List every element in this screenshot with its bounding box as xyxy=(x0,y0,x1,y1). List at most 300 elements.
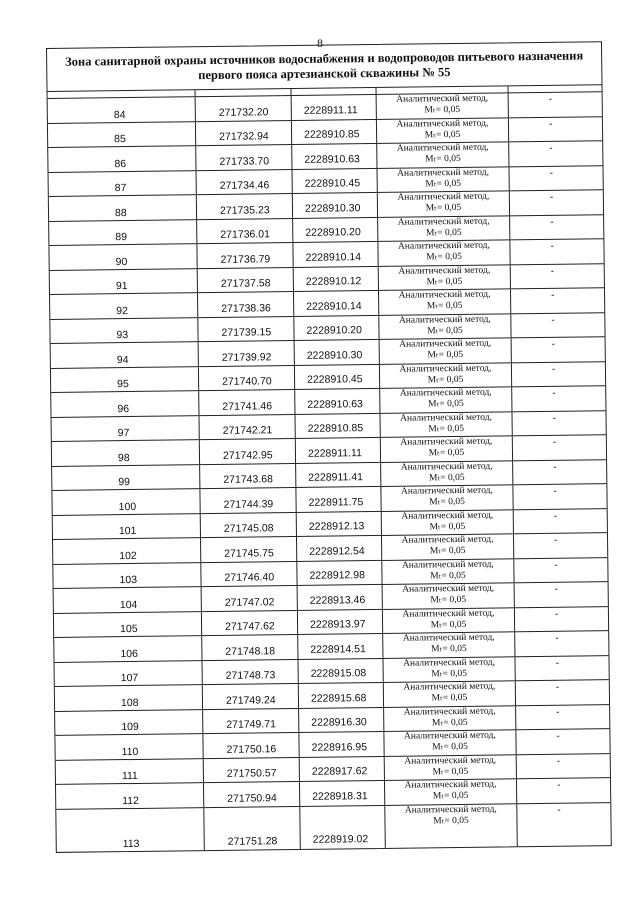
description-cell xyxy=(511,288,604,313)
method-text xyxy=(384,706,515,730)
point-number: 89 xyxy=(115,231,128,244)
method-accuracy: Mₜ= 0,05 xyxy=(427,349,464,361)
method-text xyxy=(381,436,512,460)
description-cell xyxy=(513,435,606,460)
x-coordinate-cell xyxy=(199,341,295,366)
point-number: 103 xyxy=(119,573,138,587)
method-text xyxy=(379,314,510,338)
y-coordinate-cell xyxy=(300,756,385,781)
method-text xyxy=(377,167,508,191)
y-coordinate-cell xyxy=(297,536,382,561)
description-dash: - xyxy=(552,412,556,424)
x-coordinate: 271740.70 xyxy=(222,375,272,388)
description-dash: - xyxy=(554,608,559,620)
method-text xyxy=(382,559,513,583)
point-number-cell xyxy=(49,244,197,269)
method-name: Аналитический метод, xyxy=(396,142,489,154)
y-coordinate-cell xyxy=(300,805,386,848)
description-dash: - xyxy=(551,314,555,326)
x-coordinate-cell xyxy=(201,561,297,586)
method-text xyxy=(384,681,515,705)
method-name: Аналитический метод, xyxy=(403,681,496,693)
point-number: 112 xyxy=(122,794,140,807)
y-coordinate-cell xyxy=(293,168,378,193)
method-accuracy: Mₜ= 0,05 xyxy=(424,104,461,116)
title-line-2: первого пояса артезианской скважины № 55 xyxy=(198,65,451,83)
point-number: 101 xyxy=(118,524,137,538)
y-coordinate-cell xyxy=(298,634,383,659)
method-cell xyxy=(383,583,515,608)
point-number-cell xyxy=(52,416,200,441)
x-coordinate-cell xyxy=(201,512,297,537)
point-number: 92 xyxy=(116,304,128,317)
x-coordinate: 271743.68 xyxy=(223,473,273,486)
method-text xyxy=(380,412,511,436)
method-accuracy: Mₜ= 0,05 xyxy=(430,619,467,630)
point-number: 109 xyxy=(121,720,139,734)
description-dash: - xyxy=(552,436,557,448)
point-number-cell xyxy=(52,465,200,490)
method-accuracy: Mₜ= 0,05 xyxy=(428,447,465,459)
y-coordinate: 2228911.41 xyxy=(308,471,364,484)
y-coordinate: 2228914.51 xyxy=(310,642,366,656)
x-coordinate-cell xyxy=(200,463,296,488)
y-coordinate: 2228910.63 xyxy=(307,397,363,411)
method-cell xyxy=(379,314,511,339)
description-dash: - xyxy=(555,681,560,693)
point-number-cell xyxy=(55,661,203,686)
method-accuracy: Mₜ= 0,05 xyxy=(430,570,466,581)
method-name: Аналитический метод, xyxy=(398,289,491,301)
point-number: 105 xyxy=(120,622,138,636)
y-coordinate-cell xyxy=(298,609,383,634)
y-coordinate: 2228913.46 xyxy=(309,593,366,607)
method-accuracy: Mₜ= 0,05 xyxy=(433,815,469,826)
description-cell xyxy=(516,705,609,730)
method-name: Аналитический метод, xyxy=(401,534,494,546)
method-accuracy: Mₜ= 0,05 xyxy=(427,374,464,385)
description-cell xyxy=(513,484,606,509)
x-coordinate: 271732.20 xyxy=(218,105,269,119)
method-text xyxy=(381,485,512,509)
y-coordinate-cell xyxy=(296,487,381,512)
point-number: 110 xyxy=(121,745,139,758)
description-dash: - xyxy=(548,93,553,105)
method-cell xyxy=(377,93,509,118)
method-cell xyxy=(385,779,517,804)
description-cell xyxy=(515,656,608,681)
point-number: 102 xyxy=(119,549,137,562)
method-accuracy: Mₜ= 0,05 xyxy=(425,153,461,165)
method-cell xyxy=(379,289,511,314)
y-coordinate-cell xyxy=(295,340,380,365)
description-dash: - xyxy=(549,167,553,179)
point-number-cell xyxy=(56,783,204,808)
method-cell xyxy=(383,608,515,633)
y-coordinate-cell xyxy=(296,438,381,463)
x-coordinate: 271732.94 xyxy=(219,130,269,143)
method-cell xyxy=(377,167,509,192)
method-accuracy: Mₜ= 0,05 xyxy=(425,178,462,189)
description-cell xyxy=(517,778,610,803)
description-dash: - xyxy=(548,118,553,130)
point-number-cell xyxy=(56,759,204,784)
method-text xyxy=(384,730,515,754)
y-coordinate-cell xyxy=(292,119,377,144)
description-dash: - xyxy=(556,755,561,767)
method-accuracy: Mₜ= 0,05 xyxy=(432,790,469,802)
method-text xyxy=(383,583,514,607)
description-dash: - xyxy=(553,461,557,473)
point-number-cell xyxy=(48,97,196,122)
x-coordinate: 271736.79 xyxy=(220,252,271,266)
method-cell xyxy=(382,534,514,559)
method-text xyxy=(379,289,510,313)
x-coordinate: 271750.57 xyxy=(226,767,277,780)
method-text xyxy=(377,118,508,142)
description-cell xyxy=(511,313,604,338)
method-name: Аналитический метод, xyxy=(403,730,496,742)
description-dash: - xyxy=(556,706,560,718)
method-accuracy: Mₜ= 0,05 xyxy=(432,741,468,753)
description-dash: - xyxy=(553,510,558,522)
x-coordinate-cell xyxy=(204,782,300,807)
method-name: Аналитический метод, xyxy=(396,93,489,105)
x-coordinate: 271748.18 xyxy=(225,644,276,658)
x-coordinate: 271736.01 xyxy=(220,228,271,241)
point-number-cell xyxy=(50,293,198,318)
method-name: Аналитический метод, xyxy=(403,657,496,669)
x-coordinate: 271735.23 xyxy=(219,203,270,217)
y-coordinate: 2228916.30 xyxy=(311,716,367,729)
method-text xyxy=(385,779,516,803)
method-text xyxy=(383,632,514,656)
method-accuracy: Mₜ= 0,05 xyxy=(431,643,467,655)
y-coordinate: 2228911.75 xyxy=(308,495,364,509)
x-coordinate: 271746.40 xyxy=(224,571,275,584)
y-coordinate: 2228910.45 xyxy=(304,177,361,190)
method-cell xyxy=(382,559,514,584)
x-coordinate: 271747.62 xyxy=(225,620,275,633)
method-text xyxy=(378,191,509,215)
method-text xyxy=(380,363,511,387)
method-name: Аналитический метод, xyxy=(400,436,493,448)
description-cell xyxy=(512,337,605,362)
x-coordinate-cell xyxy=(197,243,293,268)
description-dash: - xyxy=(549,142,553,154)
y-coordinate-cell xyxy=(293,217,378,242)
description-dash: - xyxy=(550,265,555,277)
point-number: 87 xyxy=(114,182,127,195)
x-coordinate: 271745.75 xyxy=(224,546,274,560)
method-cell xyxy=(380,338,512,363)
point-number-cell xyxy=(49,171,197,196)
y-coordinate: 2228910.14 xyxy=(305,250,362,264)
y-coordinate-cell xyxy=(298,585,383,610)
method-text xyxy=(377,93,508,117)
method-accuracy: Mₜ= 0,05 xyxy=(431,717,468,728)
method-text xyxy=(382,510,513,534)
method-cell xyxy=(380,412,512,437)
method-text xyxy=(383,608,514,632)
y-coordinate-cell xyxy=(292,95,377,120)
y-coordinate: 2228910.30 xyxy=(304,201,361,215)
method-name: Аналитический метод, xyxy=(404,779,497,791)
y-coordinate: 2228910.12 xyxy=(305,275,362,288)
method-accuracy: Mₜ= 0,05 xyxy=(428,423,465,434)
x-coordinate: 271742.95 xyxy=(222,448,273,462)
x-coordinate: 271737.58 xyxy=(220,277,271,290)
description-dash: - xyxy=(550,289,555,301)
description-dash: - xyxy=(555,632,559,644)
point-number: 106 xyxy=(120,647,139,660)
description-dash: - xyxy=(553,534,558,546)
method-cell xyxy=(381,485,513,510)
method-name: Аналитический метод, xyxy=(399,338,492,350)
method-cell xyxy=(377,118,509,143)
description-cell xyxy=(515,607,608,632)
method-text xyxy=(385,755,516,779)
x-coordinate-cell xyxy=(202,635,298,660)
point-number: 84 xyxy=(113,108,126,121)
point-number: 111 xyxy=(121,769,138,783)
y-coordinate-cell xyxy=(294,315,379,340)
point-number-cell xyxy=(56,808,205,852)
point-number-cell xyxy=(49,220,197,245)
method-name: Аналитический метод, xyxy=(397,216,490,228)
description-cell xyxy=(510,215,603,240)
x-coordinate-cell xyxy=(200,439,296,464)
description-dash: - xyxy=(550,240,554,252)
x-coordinate-cell xyxy=(196,121,292,146)
point-number-cell xyxy=(53,538,201,563)
description-cell xyxy=(515,631,608,656)
method-accuracy: Mₜ= 0,05 xyxy=(425,227,462,238)
description-dash: - xyxy=(553,485,557,497)
method-text xyxy=(380,387,511,411)
method-text xyxy=(382,534,513,558)
method-cell xyxy=(380,387,512,412)
method-accuracy: Mₜ= 0,05 xyxy=(424,129,461,140)
method-cell xyxy=(381,436,513,461)
description-cell xyxy=(510,190,603,215)
description-cell xyxy=(517,754,610,779)
method-accuracy: Mₜ= 0,05 xyxy=(432,766,469,777)
method-accuracy: Mₜ= 0,05 xyxy=(428,472,465,483)
table-body xyxy=(48,92,611,851)
method-name: Аналитический метод, xyxy=(401,510,494,522)
y-coordinate: 2228912.13 xyxy=(308,520,365,533)
y-coordinate-cell xyxy=(296,462,381,487)
method-text xyxy=(385,804,516,828)
x-coordinate: 271741.46 xyxy=(222,399,273,413)
point-number-cell xyxy=(52,440,200,465)
description-dash: - xyxy=(549,191,554,203)
method-name: Аналитический метод, xyxy=(400,485,493,497)
method-name: Аналитический метод, xyxy=(401,559,494,571)
x-coordinate-cell xyxy=(204,806,301,849)
x-coordinate: 271738.36 xyxy=(221,301,271,315)
x-coordinate-cell xyxy=(200,488,296,513)
y-coordinate-cell xyxy=(300,781,385,806)
description-dash: - xyxy=(557,804,561,816)
description-dash: - xyxy=(551,338,556,350)
method-name: Аналитический метод, xyxy=(398,265,491,277)
method-accuracy: Mₜ= 0,05 xyxy=(426,300,463,312)
point-number: 108 xyxy=(120,696,139,709)
point-number: 93 xyxy=(116,329,129,342)
x-coordinate: 271745.08 xyxy=(223,522,274,535)
x-coordinate: 271739.15 xyxy=(221,326,272,339)
y-coordinate: 2228919.02 xyxy=(312,832,369,846)
description-dash: - xyxy=(552,387,556,399)
method-name: Аналитический метод, xyxy=(396,118,489,130)
description-dash: - xyxy=(556,779,561,791)
title-line-1: Зона санитарной охраны источников водоснабжения и водопроводов питьевого назначения xyxy=(65,48,584,69)
coordinates-table xyxy=(46,41,612,852)
point-number-cell xyxy=(51,391,199,416)
point-number-cell xyxy=(49,195,197,220)
description-cell xyxy=(516,680,609,705)
method-text xyxy=(379,265,510,289)
method-name: Аналитический метод, xyxy=(404,755,497,767)
x-coordinate: 271747.02 xyxy=(224,595,275,609)
y-coordinate-cell xyxy=(299,732,384,757)
method-text xyxy=(378,216,509,240)
method-accuracy: Mₜ= 0,05 xyxy=(429,496,465,508)
method-name: Аналитический метод, xyxy=(399,363,492,375)
y-coordinate-cell xyxy=(295,413,380,438)
point-number-cell xyxy=(51,367,199,392)
description-dash: - xyxy=(554,583,559,595)
method-name: Аналитический метод, xyxy=(397,191,490,203)
y-coordinate: 2228910.45 xyxy=(307,373,363,386)
method-accuracy: Mₜ= 0,05 xyxy=(429,545,466,557)
y-coordinate: 2228912.54 xyxy=(309,544,365,558)
point-number-cell xyxy=(50,269,198,294)
x-coordinate-cell xyxy=(201,537,297,562)
x-coordinate-cell xyxy=(204,757,300,782)
x-coordinate: 271739.92 xyxy=(221,350,272,364)
method-accuracy: Mₜ= 0,05 xyxy=(428,398,464,410)
method-name: Аналитический метод, xyxy=(399,387,492,399)
y-coordinate: 2228916.95 xyxy=(311,740,368,754)
method-text xyxy=(383,657,514,681)
description-dash: - xyxy=(556,730,560,742)
y-coordinate-cell xyxy=(299,683,384,708)
x-coordinate: 271749.24 xyxy=(225,693,276,707)
method-cell xyxy=(378,216,510,241)
x-coordinate-cell xyxy=(198,316,294,341)
y-coordinate: 2228910.85 xyxy=(304,128,360,141)
x-coordinate-cell xyxy=(198,292,294,317)
x-coordinate-cell xyxy=(197,194,293,219)
point-number-cell xyxy=(51,342,199,367)
description-cell xyxy=(514,509,607,534)
method-name: Аналитический метод, xyxy=(403,706,496,718)
point-number-cell xyxy=(48,146,196,171)
method-accuracy: Mₜ= 0,05 xyxy=(425,202,462,214)
method-cell xyxy=(385,755,517,780)
description-dash: - xyxy=(550,216,554,228)
table-title xyxy=(47,42,601,92)
point-number: 90 xyxy=(115,255,128,268)
description-cell xyxy=(512,362,605,387)
y-coordinate: 2228913.97 xyxy=(309,618,366,631)
description-cell xyxy=(513,460,606,485)
method-text xyxy=(377,142,508,166)
x-coordinate: 271742.21 xyxy=(222,424,273,437)
point-number-cell xyxy=(54,612,202,637)
method-cell xyxy=(382,510,514,535)
point-number: 113 xyxy=(122,837,140,850)
x-coordinate: 271744.39 xyxy=(223,497,274,511)
y-coordinate: 2228910.63 xyxy=(304,152,360,166)
description-cell xyxy=(512,411,605,436)
point-number: 94 xyxy=(116,353,129,366)
x-coordinate-cell xyxy=(200,414,296,439)
method-name: Аналитический метод, xyxy=(397,240,490,252)
method-cell xyxy=(384,730,516,755)
description-cell xyxy=(509,117,602,142)
point-number: 104 xyxy=(119,598,138,611)
point-number-cell xyxy=(55,734,203,759)
x-coordinate-cell xyxy=(196,145,292,170)
table-row xyxy=(56,803,610,852)
x-coordinate-cell xyxy=(202,610,298,635)
x-coordinate: 271733.70 xyxy=(219,154,270,168)
method-accuracy: Mₜ= 0,05 xyxy=(430,594,467,606)
y-coordinate-cell xyxy=(293,193,378,218)
method-cell xyxy=(384,681,516,706)
y-coordinate-cell xyxy=(294,266,379,291)
description-cell xyxy=(514,558,607,583)
y-coordinate-cell xyxy=(293,242,378,267)
point-number: 100 xyxy=(118,500,137,513)
x-coordinate-cell xyxy=(203,733,299,758)
method-name: Аналитический метод, xyxy=(397,167,490,179)
method-name: Аналитический метод, xyxy=(404,804,497,816)
method-accuracy: Mₜ= 0,05 xyxy=(431,692,468,704)
point-number: 91 xyxy=(115,280,128,293)
method-cell xyxy=(383,657,515,682)
method-name: Аналитический метод, xyxy=(398,314,491,326)
method-text xyxy=(381,461,512,485)
point-number-cell xyxy=(54,636,202,661)
y-coordinate: 2228918.31 xyxy=(312,789,368,803)
y-coordinate: 2228910.30 xyxy=(306,348,363,362)
y-coordinate-cell xyxy=(297,560,382,585)
point-number: 97 xyxy=(117,427,130,440)
method-name: Аналитический метод, xyxy=(402,608,495,620)
y-coordinate: 2228911.11 xyxy=(303,103,358,117)
description-cell xyxy=(514,533,607,558)
y-coordinate-cell xyxy=(295,389,380,414)
x-coordinate-cell xyxy=(203,708,299,733)
description-cell xyxy=(512,386,605,411)
method-text xyxy=(380,338,511,362)
point-number-cell xyxy=(48,122,196,147)
method-name: Аналитический метод, xyxy=(400,412,493,424)
description-dash: - xyxy=(551,363,556,375)
method-name: Аналитический метод, xyxy=(402,632,495,644)
x-coordinate-cell xyxy=(203,684,299,709)
x-coordinate: 271734.46 xyxy=(219,179,270,192)
method-cell xyxy=(378,240,510,265)
description-cell xyxy=(509,166,602,191)
method-name: Аналитический метод, xyxy=(400,461,493,473)
description-cell xyxy=(509,141,602,166)
